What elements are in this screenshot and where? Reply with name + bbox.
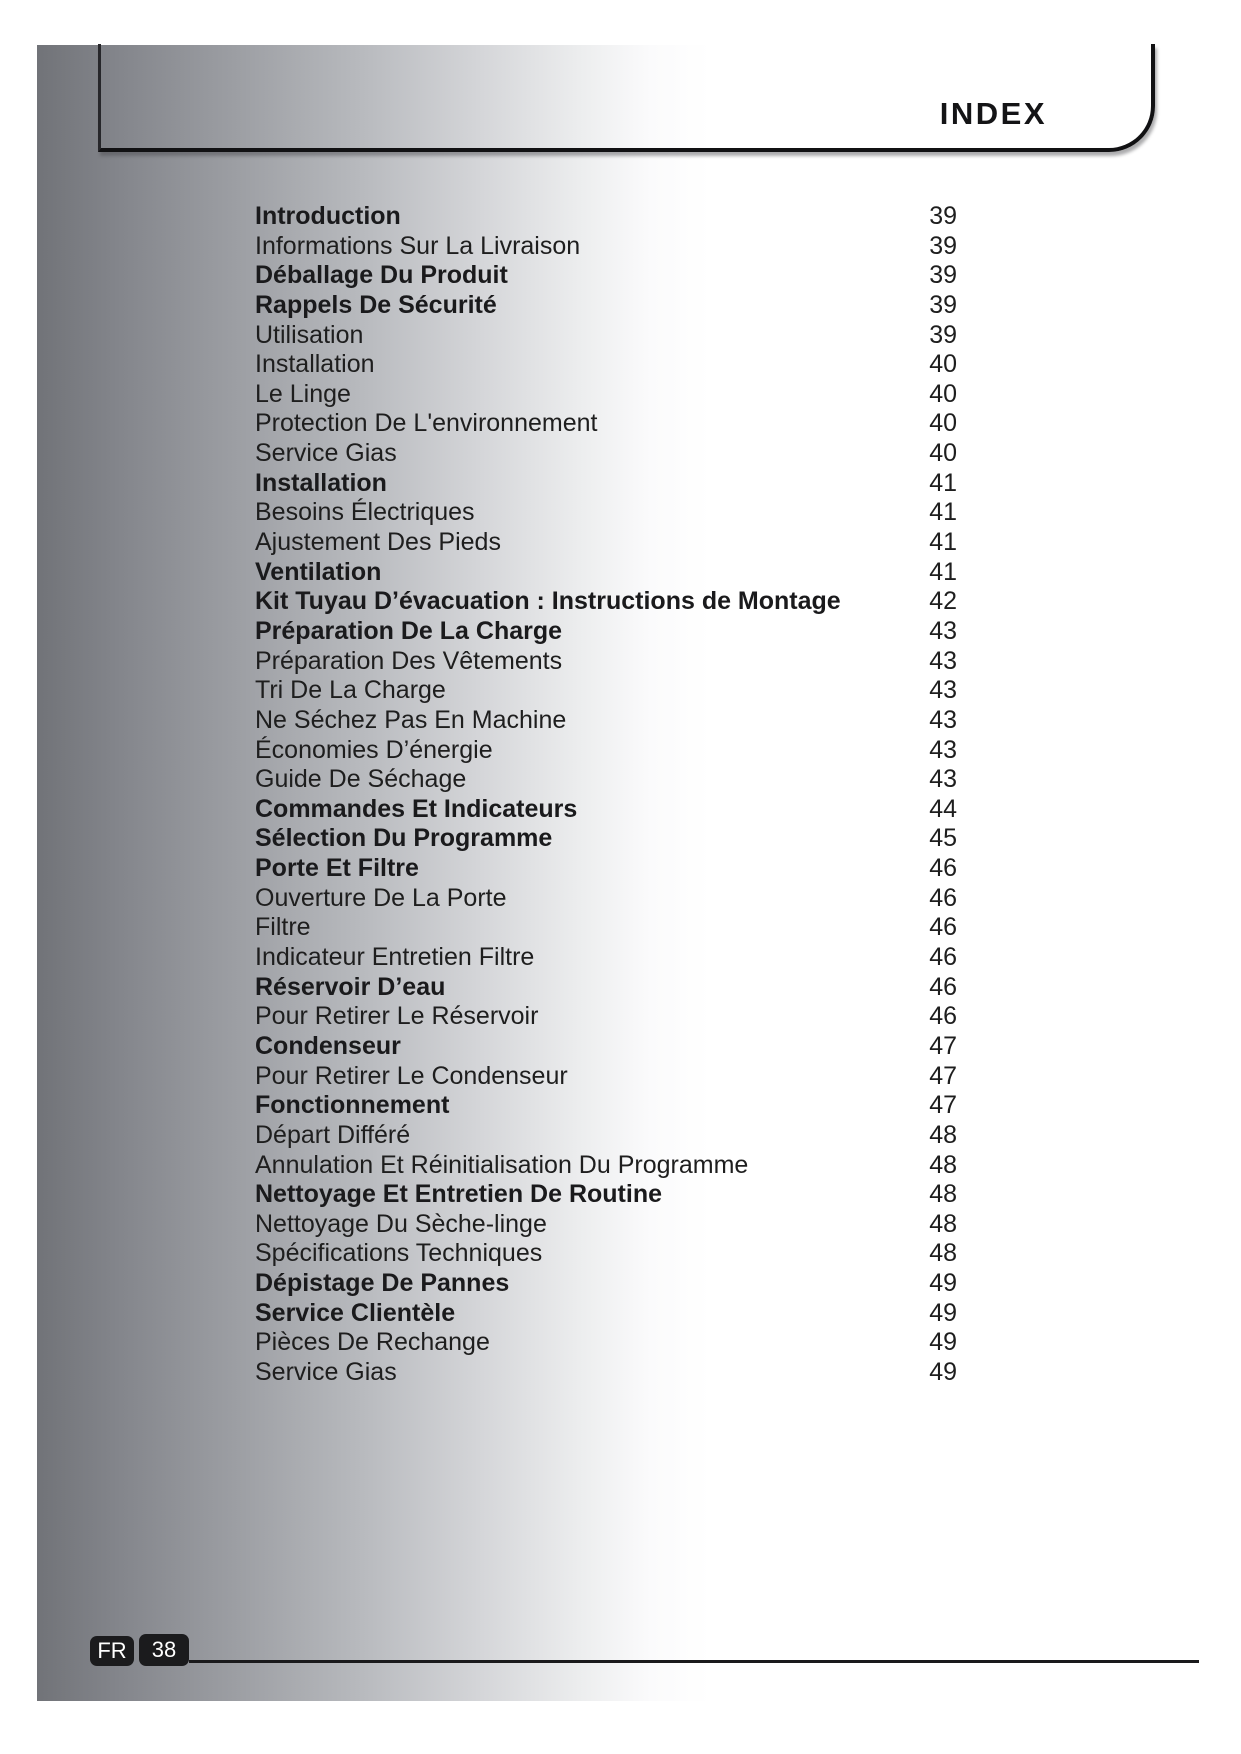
toc-row [255,291,957,321]
toc-row [255,439,957,469]
toc-entry-label: Pour Retirer Le Condenseur [255,1061,568,1090]
toc-row [255,1358,957,1388]
toc-row [255,1269,957,1299]
toc-entry-page-number: 40 [929,379,957,408]
toc-row [255,1121,957,1151]
toc-entry-label: Utilisation [255,320,364,349]
toc-entry-page-number: 48 [929,1180,957,1209]
toc-entry-label: Service Clientèle [255,1298,456,1327]
toc-entry-page-number: 49 [929,1298,957,1327]
toc-entry-page-number: 40 [929,350,957,379]
toc-row [255,409,957,439]
toc-entry-page-number: 46 [929,913,957,942]
toc-row [255,824,957,854]
toc-entry-label: Spécifications Techniques [255,1239,543,1268]
toc-entry-page-number: 39 [929,290,957,319]
toc-entry-page-number: 42 [929,587,957,616]
toc-entry-label: Indicateur Entretien Filtre [255,943,535,972]
toc-entry-page-number: 39 [929,320,957,349]
toc-entry-page-number: 49 [929,1269,957,1298]
toc-entry-label: Protection De L'environnement [255,409,598,438]
toc-entry-page-number: 48 [929,1150,957,1179]
toc-row [255,1299,957,1329]
toc-entry-label: Kit Tuyau D’évacuation : Instructions de Montage [255,587,841,616]
toc-row [255,558,957,588]
toc-entry-page-number: 43 [929,735,957,764]
toc-entry-label: Commandes Et Indicateurs [255,794,578,823]
toc-entry-page-number: 49 [929,1357,957,1386]
toc-entry-page-number: 41 [929,557,957,586]
toc-entry-label: Ajustement Des Pieds [255,528,501,557]
toc-entry-label: Installation [255,468,387,497]
toc-entry-label: Introduction [255,202,401,230]
toc-row [255,469,957,499]
toc-entry-page-number: 46 [929,943,957,972]
toc-entry-label: Annulation Et Réinitialisation Du Programme [255,1150,749,1179]
toc-row [255,913,957,943]
toc-row [255,1151,957,1181]
toc-row [255,647,957,677]
toc-entry-label: Préparation De La Charge [255,616,563,645]
toc-row [255,1328,957,1358]
toc-entry-page-number: 40 [929,409,957,438]
toc-entry-page-number: 43 [929,646,957,675]
toc-row [255,380,957,410]
toc-entry-label: Départ Différé [255,1120,411,1149]
toc-entry-page-number: 39 [929,231,957,260]
toc-entry-label: Installation [255,350,375,379]
toc-row [255,350,957,380]
toc-entry-page-number: 41 [929,468,957,497]
toc-entry-label: Informations Sur La Livraison [255,231,581,260]
toc-entry-label: Réservoir D’eau [255,972,446,1001]
toc-entry-page-number: 47 [929,1031,957,1060]
toc-entry-label: Service Gias [255,439,397,468]
toc-row [255,765,957,795]
toc-row [255,232,957,262]
toc-row [255,706,957,736]
toc-row [255,1239,957,1269]
header-frame [98,44,1155,152]
toc-entry-label: Rappels De Sécurité [255,290,497,319]
toc-row [255,973,957,1003]
toc-row [255,498,957,528]
toc-entry-label: Déballage Du Produit [255,261,508,290]
toc-row [255,795,957,825]
toc-entry-label: Dépistage De Pannes [255,1269,510,1298]
toc-entry-label: Ouverture De La Porte [255,883,507,912]
toc-row [255,854,957,884]
toc-entry-page-number: 39 [929,261,957,290]
toc-entry-page-number: 44 [929,794,957,823]
toc-entry-page-number: 46 [929,1002,957,1031]
toc-entry-page-number: 49 [929,1328,957,1357]
toc-entry-page-number: 43 [929,616,957,645]
toc-entry-page-number: 43 [929,676,957,705]
toc-entry-page-number: 48 [929,1239,957,1268]
toc-entry-label: Préparation Des Vêtements [255,646,563,675]
toc-entry-label: Service Gias [255,1357,397,1386]
toc-entry-label: Pour Retirer Le Réservoir [255,1002,539,1031]
toc-entry-label: Pièces De Rechange [255,1328,490,1357]
table-of-contents [255,202,957,1388]
toc-entry-page-number: 47 [929,1061,957,1090]
toc-entry-label: Besoins Électriques [255,498,475,527]
footer-rule [189,1660,1199,1663]
toc-entry-page-number: 43 [929,765,957,794]
toc-entry-label: Économies D’énergie [255,735,493,764]
toc-entry-label: Nettoyage Et Entretien De Routine [255,1180,662,1209]
toc-row [255,261,957,291]
toc-entry-label: Sélection Du Programme [255,824,553,853]
toc-row [255,1032,957,1062]
toc-entry-page-number: 39 [929,202,957,230]
toc-entry-label: Ventilation [255,557,382,586]
toc-entry-page-number: 41 [929,528,957,557]
toc-entry-label: Ne Séchez Pas En Machine [255,705,567,734]
toc-row [255,587,957,617]
toc-row [255,202,957,232]
toc-entry-page-number: 40 [929,439,957,468]
page-title: INDEX [939,96,1047,131]
toc-entry-page-number: 46 [929,854,957,883]
toc-entry-page-number: 41 [929,498,957,527]
toc-entry-label: Tri De La Charge [255,676,446,705]
toc-entry-page-number: 46 [929,972,957,1001]
toc-entry-label: Porte Et Filtre [255,854,419,883]
toc-row [255,1091,957,1121]
toc-entry-label: Condenseur [255,1031,401,1060]
toc-row [255,1180,957,1210]
toc-entry-page-number: 47 [929,1091,957,1120]
toc-row [255,884,957,914]
language-badge: FR [90,1636,134,1666]
toc-entry-page-number: 46 [929,883,957,912]
toc-entry-page-number: 43 [929,705,957,734]
page-number-badge: 38 [139,1634,189,1666]
toc-entry-label: Guide De Séchage [255,765,467,794]
toc-entry-page-number: 48 [929,1120,957,1149]
toc-row [255,321,957,351]
toc-entry-label: Le Linge [255,379,351,408]
toc-entry-label: Filtre [255,913,311,942]
toc-row [255,617,957,647]
toc-entry-page-number: 45 [929,824,957,853]
toc-row [255,676,957,706]
toc-row [255,943,957,973]
toc-entry-label: Nettoyage Du Sèche-linge [255,1209,547,1238]
toc-row [255,1210,957,1240]
toc-row [255,1062,957,1092]
toc-row [255,528,957,558]
toc-row [255,1002,957,1032]
toc-entry-label: Fonctionnement [255,1091,450,1120]
toc-row [255,736,957,766]
toc-entry-page-number: 48 [929,1209,957,1238]
